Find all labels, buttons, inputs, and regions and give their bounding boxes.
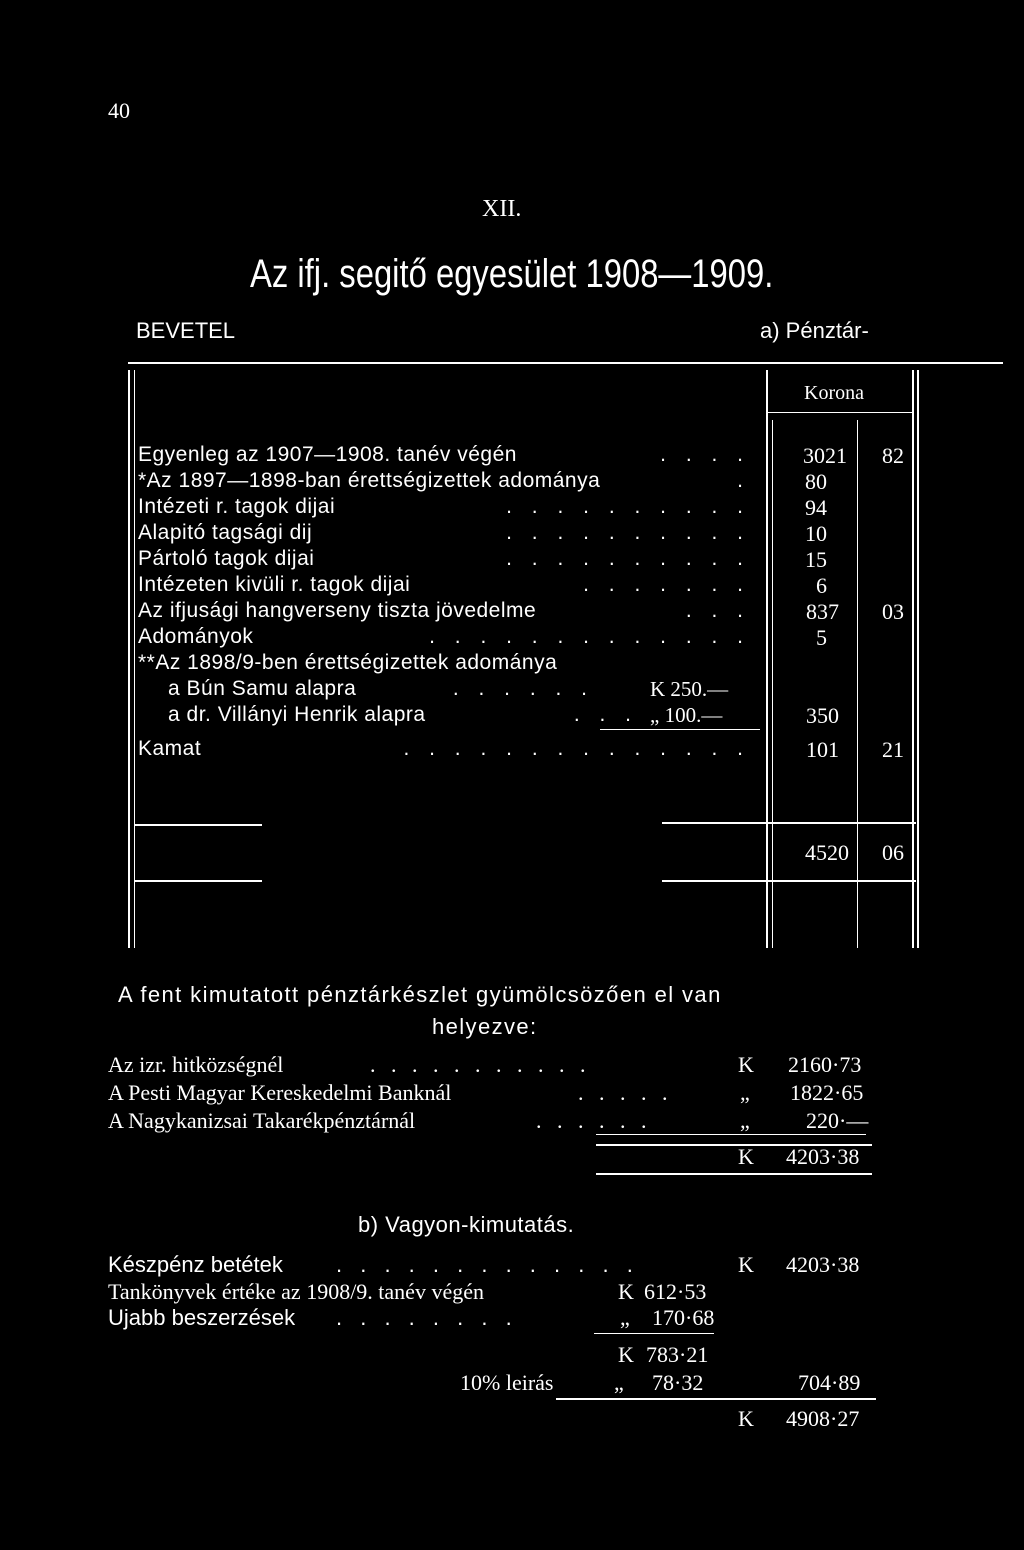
table-row [138, 547, 750, 573]
deposit-currency: „ [740, 1108, 750, 1133]
table-row [138, 737, 750, 763]
deposit-dots: . . . . . [578, 1080, 673, 1105]
cash-label: Készpénz betétek [108, 1252, 283, 1277]
section-number: XII. [482, 196, 522, 222]
row-label: a Bún Samu alapra [168, 677, 357, 700]
row-dots: . . . . . . . . . . [506, 495, 750, 518]
books-amount: 612·53 [644, 1279, 707, 1304]
row-label: Egyenleg az 1907—1908. tanév végén [138, 443, 517, 466]
korona-value: 10 [805, 521, 827, 546]
row-dots: . [737, 469, 750, 492]
table-top-rule [128, 362, 1003, 364]
table-row [168, 703, 638, 729]
deposit-label: A Pesti Magyar Kereskedelmi Banknál [108, 1080, 452, 1105]
row-label: Intézeti r. tagok dijai [138, 495, 336, 518]
row-label: Pártoló tagok dijai [138, 547, 315, 570]
new-dots: . . . . . . . . [336, 1305, 518, 1330]
table-left-border [128, 370, 130, 948]
total-filler: 06 [882, 840, 904, 865]
deposits-total-rule [596, 1173, 872, 1175]
korona-value: 350 [806, 703, 839, 728]
total-rule-left-top [134, 824, 262, 826]
page-title: Az ifj. segitő egyesület 1908—1909. [250, 252, 774, 296]
korona-column-header: Korona [804, 382, 864, 404]
total-korona: 4520 [805, 840, 849, 865]
villanyi-amount: „ 100.— [650, 703, 723, 727]
row-dots: . . . . [660, 443, 750, 466]
filler-value: 21 [882, 737, 904, 762]
income-heading: BEVETEL [136, 318, 236, 343]
filler-value: 82 [882, 443, 904, 468]
korona-value: 6 [816, 573, 827, 598]
total-rule-right-bottom [662, 880, 916, 882]
sub-currency: K [618, 1342, 634, 1367]
filler-col-left [857, 420, 858, 948]
korona-value: 94 [805, 495, 827, 520]
assets-total-currency: K [738, 1406, 754, 1431]
table-row [138, 625, 750, 651]
korona-value: 837 [806, 599, 839, 624]
deposit-label: A Nagykanizsai Takarékpénztárnál [108, 1108, 416, 1133]
row-label: Adományok [138, 625, 254, 648]
writeoff-amount: 78·32 [652, 1370, 704, 1395]
filler-value: 03 [882, 599, 904, 624]
row-label: *Az 1897—1898-ban érettségizettek adománya [138, 469, 601, 492]
row-dots: . . . . . . . . . . . . . [429, 625, 750, 648]
table-right-border [912, 370, 914, 948]
bun-samu-amount: K 250.— [650, 677, 729, 701]
row-label: Intézeten kivüli r. tagok dijai [138, 573, 411, 596]
table-left-border-inner [134, 370, 135, 948]
korona-value: 15 [805, 547, 827, 572]
assets-subrule [594, 1333, 714, 1334]
books-currency: K [618, 1279, 634, 1304]
korona-value: 5 [816, 625, 827, 650]
row-dots: . . . [573, 703, 638, 726]
korona-col-left [766, 370, 768, 948]
placement-note: A fent kimutatott pénztárkészlet gyümölcsözően el van [118, 982, 722, 1007]
korona-header-rule [768, 412, 914, 413]
table-row [168, 677, 648, 703]
row-dots: . . . . . . . . . . [506, 521, 750, 544]
deposit-currency: K [738, 1052, 754, 1077]
deposit-label: Az izr. hitközségnél [108, 1052, 284, 1077]
assets-heading: b) Vagyon-kimutatás. [358, 1212, 575, 1237]
row-dots: . . . . . . . . . . . . . . [403, 737, 750, 760]
row-dots: . . . [685, 599, 750, 622]
writeoff-label: 10% leirás [460, 1370, 554, 1395]
deposit-amount: 220·— [806, 1108, 869, 1133]
table-row [138, 443, 750, 469]
sub-amount: 783·21 [646, 1342, 709, 1367]
row-dots: . . . . . . . [583, 573, 750, 596]
assets-total-amount: 4908·27 [786, 1406, 860, 1431]
korona-value: 101 [806, 737, 839, 762]
row-label: Az ifjusági hangverseny tiszta jövedelme [138, 599, 537, 622]
row-label: a dr. Villányi Henrik alapra [168, 703, 426, 726]
books-label: Tankönyvek értéke az 1908/9. tanév végén [108, 1279, 484, 1304]
deposit-amount: 1822·65 [790, 1080, 864, 1105]
total-rule-left-bottom [134, 880, 262, 882]
deposits-rule-short [596, 1134, 866, 1135]
row-label: Alapitó tagsági dij [138, 521, 313, 544]
cash-dots: . . . . . . . . . . . . . [336, 1252, 639, 1277]
korona-value: 3021 [803, 443, 847, 468]
cash-heading: a) Pénztár- [760, 318, 869, 343]
new-label: Ujabb beszerzések [108, 1305, 296, 1330]
cash-amount: 4203·38 [786, 1252, 860, 1277]
table-row [138, 599, 750, 625]
new-currency: „ [620, 1305, 630, 1330]
placement-note-cont: helyezve: [432, 1014, 538, 1039]
page-number: 40 [108, 98, 130, 123]
korona-value: 80 [805, 469, 827, 494]
deposit-dots: . . . . . . . . . . . [370, 1052, 591, 1077]
total-rule-right-top [662, 822, 916, 824]
writeoff-currency: „ [614, 1370, 624, 1395]
deposit-currency: „ [740, 1080, 750, 1105]
net-amount: 704·89 [798, 1370, 861, 1395]
deposits-total-amount: 4203·38 [786, 1144, 860, 1169]
table-right-border-outer [917, 370, 919, 948]
table-row [138, 573, 750, 599]
table-row [138, 469, 750, 495]
deposit-amount: 2160·73 [788, 1052, 862, 1077]
row-label: **Az 1898/9-ben érettségizettek adománya [138, 651, 558, 674]
new-amount: 170·68 [652, 1305, 715, 1330]
deposit-dots: . . . . . . [536, 1108, 652, 1133]
deposits-total-currency: K [738, 1144, 754, 1169]
table-row [138, 651, 750, 677]
subtotal-rule [600, 729, 760, 730]
assets-total-rule [556, 1398, 876, 1400]
row-dots: . . . . . . . . . . [506, 547, 750, 570]
korona-col-left-inner [772, 420, 773, 948]
table-row [138, 521, 750, 547]
row-label: Kamat [138, 737, 202, 760]
table-row [138, 495, 750, 521]
cash-currency: K [738, 1252, 754, 1277]
row-dots: . . . . . . [452, 677, 594, 700]
